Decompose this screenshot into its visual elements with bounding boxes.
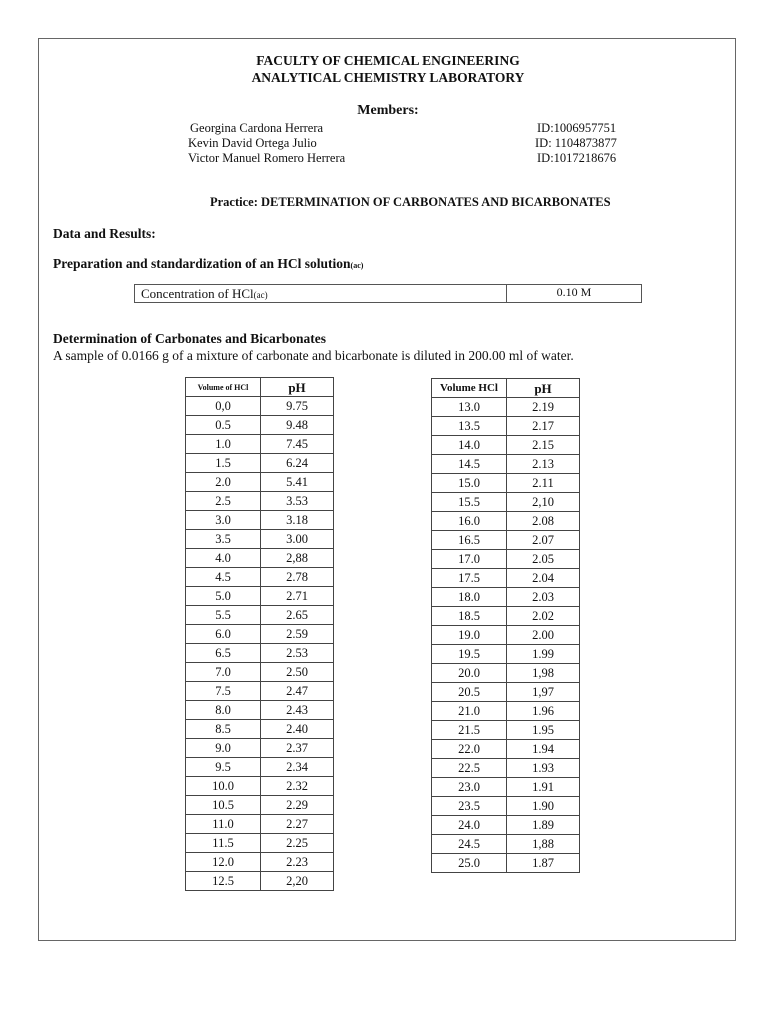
- volume-cell: 2.0: [186, 473, 261, 492]
- lab-heading: ANALYTICAL CHEMISTRY LABORATORY: [251, 70, 525, 85]
- table-row: [186, 454, 334, 473]
- faculty-heading: FACULTY OF CHEMICAL ENGINEERING: [256, 53, 520, 68]
- volume-cell: 20.5: [432, 683, 507, 702]
- volume-cell: 16.0: [432, 512, 507, 531]
- table-row: [186, 758, 334, 777]
- ph-cell: 1,88: [507, 835, 580, 854]
- volume-cell: 6.5: [186, 644, 261, 663]
- preparation-title: Preparation and standardization of an HCl solution: [53, 256, 351, 271]
- ph-cell: 2.78: [261, 568, 334, 587]
- ph-cell: 2.50: [261, 663, 334, 682]
- volume-cell: 14.5: [432, 455, 507, 474]
- determination-text: A sample of 0.0166 g of a mixture of carbonate and bicarbonate is diluted in 200.00 ml of water.: [53, 348, 574, 363]
- ph-cell: 1.99: [507, 645, 580, 664]
- ph-cell: 1,98: [507, 664, 580, 683]
- concentration-label: Concentration of HCl: [141, 286, 254, 301]
- volume-cell: 5.5: [186, 606, 261, 625]
- ph-cell: 1.96: [507, 702, 580, 721]
- table-row: [432, 778, 580, 797]
- ph-cell: 2.32: [261, 777, 334, 796]
- ph-cell: 2.17: [507, 417, 580, 436]
- table-row: [186, 492, 334, 511]
- table-row: [432, 816, 580, 835]
- volume-cell: 13.5: [432, 417, 507, 436]
- volume-cell: 10.0: [186, 777, 261, 796]
- ph-cell: 7.45: [261, 435, 334, 454]
- table-row: [432, 550, 580, 569]
- column-header-volume: Volume HCl: [432, 379, 507, 398]
- ph-cell: 6.24: [261, 454, 334, 473]
- ph-cell: 2.13: [507, 455, 580, 474]
- volume-cell: 2.5: [186, 492, 261, 511]
- volume-cell: 8.0: [186, 701, 261, 720]
- table-row: [432, 626, 580, 645]
- table-row: [432, 664, 580, 683]
- volume-cell: 22.0: [432, 740, 507, 759]
- ph-cell: 2.71: [261, 587, 334, 606]
- table-row: [186, 549, 334, 568]
- ph-cell: 1,97: [507, 683, 580, 702]
- volume-cell: 24.0: [432, 816, 507, 835]
- table-row: [432, 702, 580, 721]
- ph-cell: 2.27: [261, 815, 334, 834]
- ph-cell: 9.48: [261, 416, 334, 435]
- volume-cell: 3.0: [186, 511, 261, 530]
- volume-cell: 7.5: [186, 682, 261, 701]
- preparation-heading: [53, 256, 363, 272]
- volume-cell: 1.0: [186, 435, 261, 454]
- table-row: [186, 435, 334, 454]
- ph-cell: 5.41: [261, 473, 334, 492]
- data-results-heading: Data and Results:: [53, 226, 156, 241]
- ph-cell: 3.00: [261, 530, 334, 549]
- table-row: [186, 796, 334, 815]
- volume-cell: 4.0: [186, 549, 261, 568]
- concentration-label-cell: [135, 285, 507, 302]
- volume-cell: 10.5: [186, 796, 261, 815]
- volume-cell: 13.0: [432, 398, 507, 417]
- ph-cell: 2.47: [261, 682, 334, 701]
- volume-cell: 25.0: [432, 854, 507, 873]
- ph-cell: 2.11: [507, 474, 580, 493]
- table-row: [432, 835, 580, 854]
- table-row: [432, 797, 580, 816]
- table-row: [432, 436, 580, 455]
- column-header-volume: Volume of HCl: [186, 378, 261, 397]
- volume-cell: 18.0: [432, 588, 507, 607]
- ph-cell: 3.18: [261, 511, 334, 530]
- ph-cell: 1.89: [507, 816, 580, 835]
- volume-cell: 1.5: [186, 454, 261, 473]
- volume-cell: 15.0: [432, 474, 507, 493]
- ph-cell: 2.08: [507, 512, 580, 531]
- column-header-ph: pH: [261, 378, 334, 397]
- table-row: [186, 834, 334, 853]
- table-row: [186, 606, 334, 625]
- volume-cell: 12.5: [186, 872, 261, 891]
- ph-cell: 2.37: [261, 739, 334, 758]
- table-row: [186, 815, 334, 834]
- ph-table-1: [185, 377, 334, 891]
- ph-cell: 2.29: [261, 796, 334, 815]
- ph-cell: 2.19: [507, 398, 580, 417]
- volume-cell: 4.5: [186, 568, 261, 587]
- volume-cell: 21.5: [432, 721, 507, 740]
- table-row: [432, 512, 580, 531]
- ph-cell: 1.87: [507, 854, 580, 873]
- volume-cell: 11.5: [186, 834, 261, 853]
- table-row: [186, 397, 334, 416]
- ph-cell: 2.34: [261, 758, 334, 777]
- ph-cell: 2,88: [261, 549, 334, 568]
- ph-cell: 2,20: [261, 872, 334, 891]
- table-row: [186, 853, 334, 872]
- member-id: ID:1006957751: [537, 121, 617, 135]
- table-row: [432, 398, 580, 417]
- table-row: [186, 644, 334, 663]
- member-name: Kevin David Ortega Julio: [188, 136, 317, 150]
- ph-cell: 2.43: [261, 701, 334, 720]
- table-row: [186, 511, 334, 530]
- concentration-table: [134, 284, 642, 303]
- table-row: [186, 530, 334, 549]
- ph-cell: 2.40: [261, 720, 334, 739]
- volume-cell: 21.0: [432, 702, 507, 721]
- table-row: [186, 872, 334, 891]
- member-name: Georgina Cardona Herrera: [190, 121, 324, 135]
- practice-title: Practice: DETERMINATION OF CARBONATES AND BICARBONATES: [210, 195, 611, 209]
- member-id: ID:1017218676: [537, 151, 617, 165]
- table-row: [186, 739, 334, 758]
- table-row: [432, 474, 580, 493]
- ph-table-2: [431, 378, 580, 873]
- volume-cell: 17.0: [432, 550, 507, 569]
- table-row: [432, 531, 580, 550]
- member-name: Victor Manuel Romero Herrera: [188, 151, 346, 165]
- volume-cell: 8.5: [186, 720, 261, 739]
- volume-cell: 0,0: [186, 397, 261, 416]
- ph-cell: 1.93: [507, 759, 580, 778]
- ph-cell: 2.65: [261, 606, 334, 625]
- volume-cell: 9.5: [186, 758, 261, 777]
- volume-cell: 0.5: [186, 416, 261, 435]
- ph-cell: 1.91: [507, 778, 580, 797]
- volume-cell: 16.5: [432, 531, 507, 550]
- ph-cell: 1.95: [507, 721, 580, 740]
- table-row: [432, 493, 580, 512]
- table-row: [186, 587, 334, 606]
- determination-heading: Determination of Carbonates and Bicarbonates: [53, 331, 326, 346]
- ph-cell: 2.02: [507, 607, 580, 626]
- table-row: [432, 417, 580, 436]
- ph-cell: 2.25: [261, 834, 334, 853]
- volume-cell: 19.0: [432, 626, 507, 645]
- volume-cell: 24.5: [432, 835, 507, 854]
- table-row: [432, 683, 580, 702]
- ph-cell: 2.04: [507, 569, 580, 588]
- table-header-row: [186, 378, 334, 397]
- table-row: [432, 721, 580, 740]
- table-row: [432, 588, 580, 607]
- ph-cell: 1.90: [507, 797, 580, 816]
- volume-cell: 22.5: [432, 759, 507, 778]
- preparation-subscript: (ac): [350, 261, 364, 270]
- table-row: [432, 455, 580, 474]
- ph-cell: 2.00: [507, 626, 580, 645]
- ph-cell: 2.53: [261, 644, 334, 663]
- table-row: [432, 569, 580, 588]
- table-row: [186, 701, 334, 720]
- table-row: [186, 663, 334, 682]
- volume-cell: 9.0: [186, 739, 261, 758]
- ph-cell: 2.23: [261, 853, 334, 872]
- concentration-subscript: (ac): [253, 290, 268, 300]
- table-row: [186, 682, 334, 701]
- member-id: ID: 1104873877: [535, 136, 617, 150]
- table-row: [432, 740, 580, 759]
- volume-cell: 14.0: [432, 436, 507, 455]
- document-page: [38, 38, 736, 941]
- ph-cell: 2.03: [507, 588, 580, 607]
- table-row: [186, 473, 334, 492]
- ph-cell: 2.59: [261, 625, 334, 644]
- ph-cell: 1.94: [507, 740, 580, 759]
- table-header-row: [432, 379, 580, 398]
- table-row: [432, 607, 580, 626]
- volume-cell: 6.0: [186, 625, 261, 644]
- volume-cell: 7.0: [186, 663, 261, 682]
- table-row: [432, 645, 580, 664]
- table-row: [186, 720, 334, 739]
- ph-cell: 2,10: [507, 493, 580, 512]
- ph-cell: 3.53: [261, 492, 334, 511]
- volume-cell: 17.5: [432, 569, 507, 588]
- volume-cell: 3.5: [186, 530, 261, 549]
- table-row: [186, 568, 334, 587]
- volume-cell: 20.0: [432, 664, 507, 683]
- column-header-ph: pH: [507, 379, 580, 398]
- table-row: [186, 416, 334, 435]
- table-row: [186, 625, 334, 644]
- table-row: [186, 777, 334, 796]
- members-title: Members:: [357, 103, 419, 118]
- ph-cell: 9.75: [261, 397, 334, 416]
- volume-cell: 23.5: [432, 797, 507, 816]
- volume-cell: 11.0: [186, 815, 261, 834]
- ph-cell: 2.15: [507, 436, 580, 455]
- volume-cell: 12.0: [186, 853, 261, 872]
- volume-cell: 18.5: [432, 607, 507, 626]
- ph-cell: 2.05: [507, 550, 580, 569]
- volume-cell: 15.5: [432, 493, 507, 512]
- table-row: [432, 854, 580, 873]
- volume-cell: 5.0: [186, 587, 261, 606]
- volume-cell: 19.5: [432, 645, 507, 664]
- volume-cell: 23.0: [432, 778, 507, 797]
- concentration-value: 0.10 M: [556, 285, 592, 299]
- ph-cell: 2.07: [507, 531, 580, 550]
- table-row: [432, 759, 580, 778]
